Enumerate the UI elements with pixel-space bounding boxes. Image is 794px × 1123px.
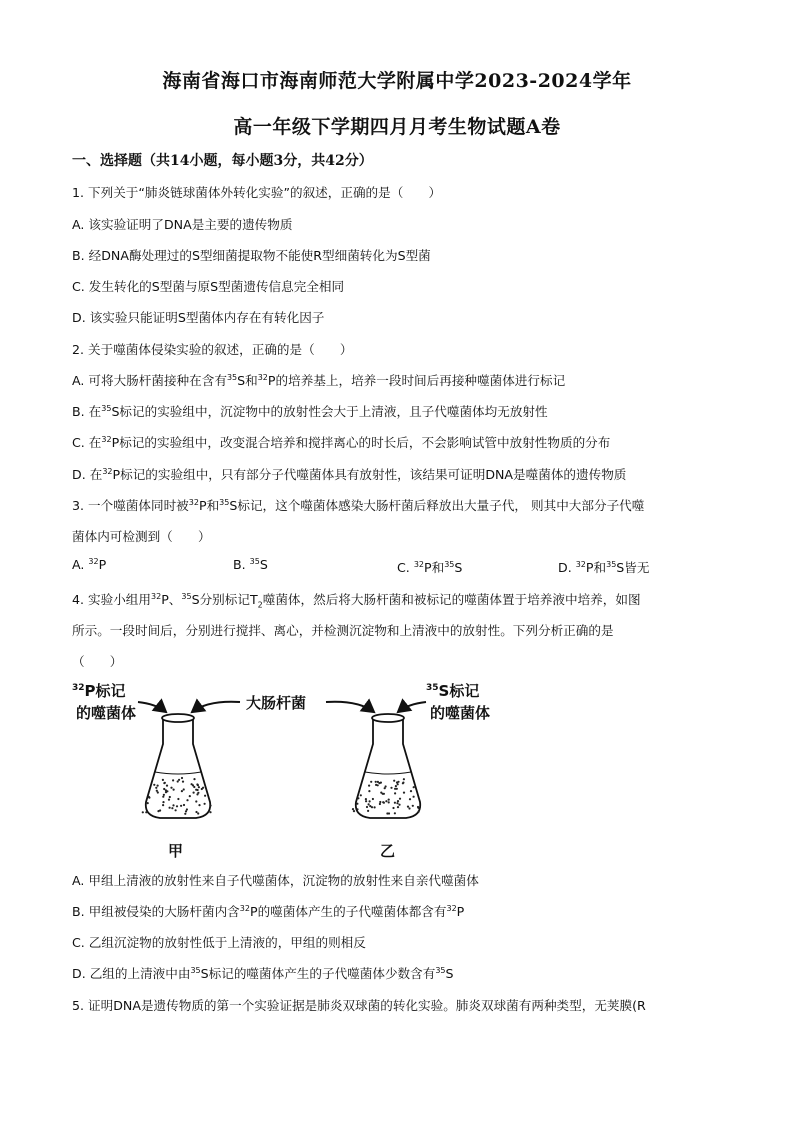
q4-stem-line-3: （ ）	[72, 654, 123, 669]
culture-dot	[209, 805, 211, 807]
left-flask-label-line-2: 的噬菌体	[76, 704, 137, 722]
culture-dot	[147, 802, 149, 804]
culture-dot	[393, 780, 395, 782]
q5-stem-line-1: 5. 证明DNA是遗传物质的第一个实验证据是肺炎双球菌的转化实验。肺炎双球菌有两种类型，无荚膜(R	[72, 998, 646, 1013]
culture-dot	[388, 801, 390, 803]
culture-dot	[166, 790, 168, 792]
culture-dot	[168, 799, 170, 801]
culture-dot	[198, 804, 200, 806]
culture-dot	[193, 778, 195, 780]
q1-option-b: B. 经DNA酶处理过的S型细菌提取物不能使R型细菌转化为S型菌	[72, 248, 431, 263]
culture-dot	[377, 781, 379, 783]
flask-yi-label: 乙	[380, 842, 396, 860]
phage-experiment-figure	[68, 672, 508, 862]
culture-dot	[402, 782, 404, 784]
culture-dot	[375, 784, 377, 786]
q4-option-d: D. 乙组的上清液中由$^{35}$S标记的噬菌体产生的子代噬菌体少数含有$^{35}$S	[72, 966, 454, 981]
q2-option-d: D. 在$^{32}$P标记的实验组中，只有部分子代噬菌体具有放射性，该结果可证明DNA是噬菌体的遗传物质	[72, 467, 627, 482]
culture-dot	[395, 785, 397, 787]
culture-dot	[356, 808, 358, 810]
culture-dot	[409, 798, 411, 800]
q2-option-c: C. 在$^{32}$P标记的实验组中，改变混合培养和搅拌离心的时长后，不会影响试管中放射性物质的分布	[72, 435, 611, 450]
q1-option-a: A. 该实验证明了DNA是主要的遗传物质	[72, 217, 293, 232]
culture-dot	[413, 796, 415, 798]
culture-dot	[397, 800, 399, 802]
culture-dot	[163, 782, 165, 784]
culture-dot	[175, 809, 177, 811]
culture-dot	[379, 803, 381, 805]
culture-dot	[368, 790, 370, 792]
culture-dot	[181, 777, 183, 779]
q4-option-a: A. 甲组上清液的放射性来自子代噬菌体，沉淀物的放射性来自亲代噬菌体	[72, 873, 479, 888]
culture-dot	[185, 810, 187, 812]
flask-jia	[142, 714, 212, 818]
culture-dot	[182, 781, 184, 783]
culture-dot	[412, 805, 414, 807]
culture-dot	[356, 803, 358, 805]
culture-dot	[209, 811, 211, 813]
culture-dot	[352, 808, 354, 810]
figure-drawing	[68, 672, 508, 842]
q4-stem-line-1: 4. 实验小组用$^{32}$P、$^{35}$S分别标记$T_2$噬菌体，然后将大肠杆菌和被标记的噬菌体置于培养液中培养，如图	[72, 592, 641, 610]
culture-dot	[163, 788, 165, 790]
q3-option-d: D. $^{32}$P和$^{35}$S皆无	[558, 560, 650, 575]
culture-dot	[201, 788, 203, 790]
culture-dot	[403, 778, 405, 780]
culture-dot	[191, 783, 193, 785]
q3-option-b: B. $^{35}$S	[233, 557, 268, 572]
culture-dot	[394, 792, 396, 794]
q3-stem-line-2: 菌体内可检测到（ ）	[72, 529, 211, 544]
culture-dot	[367, 810, 369, 812]
culture-dot	[353, 810, 355, 812]
culture-dot	[399, 798, 401, 800]
culture-dot	[386, 812, 388, 814]
culture-dot	[162, 804, 164, 806]
culture-dot	[375, 781, 377, 783]
right-flask-label-line-2: 的噬菌体	[430, 704, 491, 722]
culture-dot	[394, 802, 396, 804]
arrow-bacteria-to-left	[192, 702, 240, 712]
culture-dot	[403, 792, 405, 794]
culture-dot	[173, 789, 175, 791]
culture-dot	[186, 808, 188, 810]
culture-dot	[172, 779, 174, 781]
culture-dot	[153, 784, 155, 786]
culture-dot	[388, 799, 390, 801]
culture-dot	[145, 811, 147, 813]
culture-dot	[370, 781, 372, 783]
culture-dot	[183, 788, 185, 790]
q2-option-b: B. 在$^{35}$S标记的实验组中，沉淀物中的放射性会大于上清液，且子代噬菌体均无放射性	[72, 404, 548, 419]
culture-dot	[408, 807, 410, 809]
culture-dot	[148, 797, 150, 799]
q2-stem: 2. 关于噬菌体侵染实验的叙述，正确的是（ ）	[72, 342, 353, 357]
culture-dot	[170, 787, 172, 789]
culture-dot	[186, 799, 188, 801]
culture-dot	[392, 807, 394, 809]
culture-dot	[204, 803, 206, 805]
culture-dot	[396, 788, 398, 790]
culture-dot	[357, 797, 359, 799]
culture-dot	[417, 807, 419, 809]
flask-jia-label: 甲	[168, 842, 184, 860]
center-bacteria-label: 大肠杆菌	[246, 694, 307, 712]
culture-dot	[368, 803, 370, 805]
culture-dot	[369, 800, 371, 802]
q3-option-c: C. $^{32}$P和$^{35}$S	[397, 560, 463, 575]
culture-dot	[365, 798, 367, 800]
arrow-right-phage	[398, 702, 426, 712]
culture-dot	[418, 811, 420, 813]
culture-dot	[384, 787, 386, 789]
culture-dot	[193, 786, 195, 788]
culture-dot	[155, 787, 157, 789]
culture-dot	[365, 800, 367, 802]
culture-dot	[369, 805, 371, 807]
culture-dot	[183, 804, 185, 806]
culture-dot	[142, 811, 144, 813]
title-line-2: 高一年级下学期四月月考生物试题A卷	[233, 116, 561, 138]
q3-option-a: A. $^{32}$P	[72, 557, 107, 572]
left-flask-label-line-1: $^{32}$P标记	[72, 682, 126, 700]
culture-dot	[374, 806, 376, 808]
culture-dot	[410, 790, 412, 792]
q4-option-b: B. 甲组被侵染的大肠杆菌内含$^{32}$P的噬菌体产生的子代噬菌体都含有$^{32}$P	[72, 904, 465, 919]
culture-dot	[162, 796, 164, 798]
culture-dot	[383, 793, 385, 795]
culture-dot	[169, 807, 171, 809]
culture-dot	[397, 806, 399, 808]
culture-dot	[163, 794, 165, 796]
culture-dot	[162, 779, 164, 781]
culture-dot	[157, 791, 159, 793]
culture-dot	[162, 801, 164, 803]
q4-option-c: C. 乙组沉淀物的放射性低于上清液的，甲组的则相反	[72, 935, 366, 950]
culture-dot	[407, 806, 409, 808]
culture-dot	[385, 800, 387, 802]
q2-option-a: A. 可将大肠杆菌接种在含有$^{35}$S和$^{32}$P的培养基上，培养一段时间后再接种噬菌体进行标记	[72, 373, 566, 388]
culture-dot	[204, 795, 206, 797]
culture-dot	[197, 789, 199, 791]
culture-dot	[189, 795, 191, 797]
culture-dot	[360, 794, 362, 796]
culture-dot	[413, 786, 415, 788]
culture-dot	[178, 779, 180, 781]
right-flask-label-line-1: $^{35}$S标记	[426, 682, 480, 700]
culture-dot	[196, 793, 198, 795]
culture-dot	[366, 806, 368, 808]
culture-dot	[372, 798, 374, 800]
q1-option-d: D. 该实验只能证明S型菌体内存在有转化因子	[72, 310, 325, 325]
culture-dot	[180, 805, 182, 807]
q1-stem: 1. 下列关于“肺炎链球菌体外转化实验”的叙述，正确的是（ ）	[72, 185, 442, 200]
culture-dot	[394, 812, 396, 814]
culture-dot	[396, 802, 398, 804]
culture-dot	[368, 785, 370, 787]
q3-stem-line-1: 3. 一个噬菌体同时被$^{32}$P和$^{35}$S标记，这个噬菌体感染大肠杆菌后释放出大量子代， 则其中大部分子代噬	[72, 498, 645, 513]
culture-dot	[177, 798, 179, 800]
culture-dot	[197, 784, 199, 786]
culture-dot	[379, 801, 381, 803]
culture-dot	[181, 790, 183, 792]
culture-dot	[383, 802, 385, 804]
culture-dot	[176, 805, 178, 807]
arrow-left-phage	[138, 702, 166, 712]
culture-dot	[398, 804, 400, 806]
q1-option-c: C. 发生转化的S型菌与原S型菌遗传信息完全相同	[72, 279, 345, 294]
flask-yi	[352, 714, 420, 818]
culture-dot	[166, 785, 168, 787]
arrow-bacteria-to-right	[326, 702, 374, 712]
q4-stem-line-2: 所示。一段时间后，分别进行搅拌、离心，并检测沉淀物和上清液中的放射性。下列分析正确的是	[72, 623, 614, 638]
culture-dot	[169, 796, 171, 798]
culture-dot	[171, 807, 173, 809]
culture-dot	[184, 813, 186, 815]
culture-dot	[397, 783, 399, 785]
culture-dot	[195, 800, 197, 802]
culture-dot	[172, 804, 174, 806]
culture-dot	[195, 811, 197, 813]
culture-dot	[177, 780, 179, 782]
culture-dot	[193, 792, 195, 794]
section-heading: 一、选择题（共14小题，每小题3分，共42分）	[72, 153, 373, 169]
culture-dot	[159, 809, 161, 811]
culture-dot	[390, 787, 392, 789]
culture-dot	[197, 812, 199, 814]
culture-dot	[198, 786, 200, 788]
title-line-1: 海南省海口市海南师范大学附属中学2023-2024学年	[162, 70, 632, 92]
culture-dot	[157, 785, 159, 787]
